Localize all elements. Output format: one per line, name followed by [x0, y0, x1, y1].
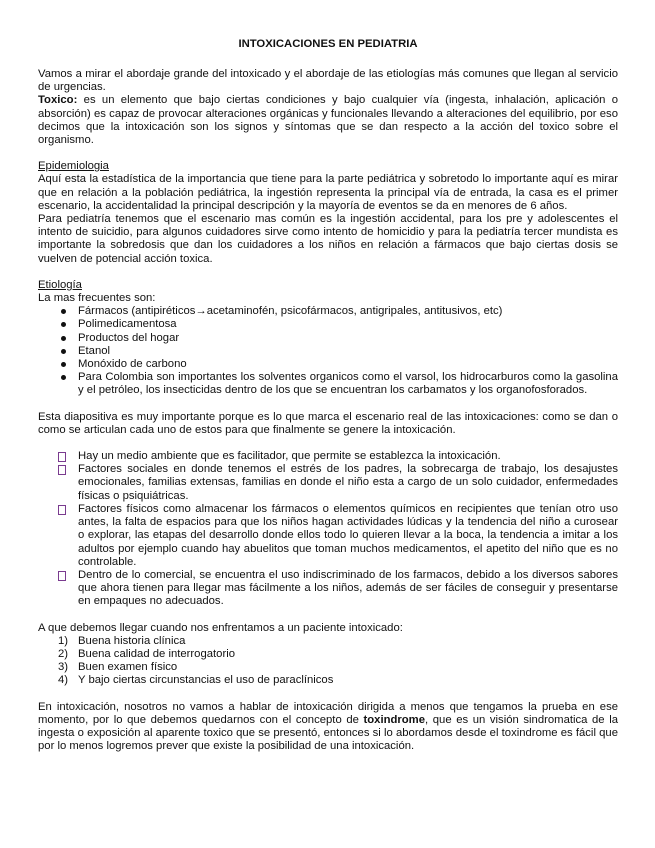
box-bullet-icon [58, 452, 66, 462]
list-item: Polimedicamentosa [78, 318, 618, 331]
list-item: 4) Y bajo ciertas circunstancias el uso de paraclínicos [58, 674, 334, 687]
box-bullet-icon [58, 505, 66, 515]
toxico-text: es un elemento que bajo ciertas condiciones y bajo cualquier vía (ingesta, inhalación, aplicación o absorción) es capaz de provocar alteraciones orgánicas y funcionales llevando a alteraciones del equilibrio, por eso decimos que la intoxicación son los signos y síntomas que se dan respecto a la acción del toxico sobre el organismo. [38, 94, 618, 147]
debemos-list [38, 635, 618, 688]
list-item: Productos del hogar [78, 332, 618, 345]
list-item: Factores físicos como almacenar los fármacos o elementos químicos en recipientes que tenían otro uso antes, la falta de espacios para que los niños hagan actividades lúdicas y la tendencia del niño a curosear o explorar, las etapas del desarrollo donde ellos todo lo quieren llevar a la boca, la tendencia a imitar a los adultos por ejemplo cuando hay abuelitos que toman muchos medicamentos, el apetito del niño que es no controlable. [78, 503, 618, 569]
list-item: Para Colombia son importantes los solventes organicos como el varsol, los hidrocarburos como la gasolina y el petróleo, los insecticidas dentro de los que se encuentran los carbamatos y los organofosforados. [78, 371, 618, 397]
list-item: 2) Buena calidad de interrogatorio [58, 647, 236, 660]
page-title: INTOXICACIONES EN PEDIATRIA [238, 38, 418, 50]
intro-paragraph: Vamos a mirar el abordaje grande del intoxicado y el abordaje de las etiologías más comunes que llegan al servicio de urgencias. [38, 68, 618, 94]
factores-list [38, 450, 618, 608]
epidemiologia-paragraph-2: Para pediatría tenemos que el escenario mas común es la ingestión accidental, para los pre y adolescentes el intento de suicidio, para algunos cuidadores sirve como intento de homicidio y para la pediatría tercer mundista es importante la sobredosis que dan los cuidadores a los niños en relación a fármacos que bajo ciertas dosis se vuelven de potencial acción toxica. [38, 213, 618, 265]
conclusion-paragraph: En intoxicación, nosotros no vamos a hablar de intoxicación dirigida a menos que tengamos la prueba en ese momento, por lo que debemos quedarnos con el concepto de toxindrome, que es un visión sindromatica de la ingesta o exposición al aparente toxico que se presentó, entonces si lo abordamos desde el toxindrome es fácil que por lo menos logremos prever que existe la posibilidad de una intoxicación. [38, 700, 618, 753]
list-item: 1) Buena historia clínica [58, 634, 186, 647]
etiologia-list [38, 305, 618, 397]
list-item: Etanol [78, 345, 618, 358]
box-bullet-icon [58, 571, 66, 581]
toxico-definition [38, 94, 618, 147]
epidemiologia-heading: Epidemiologia [38, 160, 109, 173]
list-item: Hay un medio ambiente que es facilitador, que permite se establezca la intoxicación. [78, 450, 618, 463]
toxico-term: Toxico: [38, 94, 78, 107]
box-bullet-icon [58, 465, 66, 475]
epidemiologia-paragraph-1: Aquí esta la estadística de la importancia que tiene para la parte pediátrica y sobretodo lo importante aquí es mirar que en relación a la población pediátrica, la ingestión representa la principal vía de entrada, la casa es el primer escenario, la accidentalidad la principal descripción y la mayoría de eventos se da en menores de 6 años. [38, 173, 618, 212]
list-item: Monóxido de carbono [78, 358, 618, 371]
list-item: Dentro de lo comercial, se encuentra el uso indiscriminado de los farmacos, debido a los diversos sabores que ahora tienen para llegar mas fácilmente a los niños, además de ser fáciles de conseguir y presentarse en empaques no adecuados. [78, 569, 618, 609]
toxindrome-term: toxindrome [363, 713, 426, 726]
etiologia-heading: Etiología [38, 278, 82, 291]
debemos-lead: A que debemos llegar cuando nos enfrentamos a un paciente intoxicado: [38, 621, 403, 634]
list-item: Factores sociales en donde tenemos el estrés de los padres, la sobrecarga de trabajo, los desajustes emocionales, familias extensas, familias en donde el niño esta a cargo de un solo cuidador, enfermedades físicas o psiquiátricas. [78, 463, 618, 503]
diapositiva-paragraph: Esta diapositiva es muy importante porque es lo que marca el escenario real de las intoxicaciones: como se dan o como se articulan cada uno de estos para que finalmente se genere la intoxicación. [38, 410, 618, 436]
list-item: Fármacos (antipiréticos→acetaminofén, psicofármacos, antigripales, antitusivos, etc) [78, 305, 618, 318]
etiologia-lead: La mas frecuentes son: [38, 292, 156, 305]
list-item: 3) Buen examen físico [58, 661, 178, 674]
